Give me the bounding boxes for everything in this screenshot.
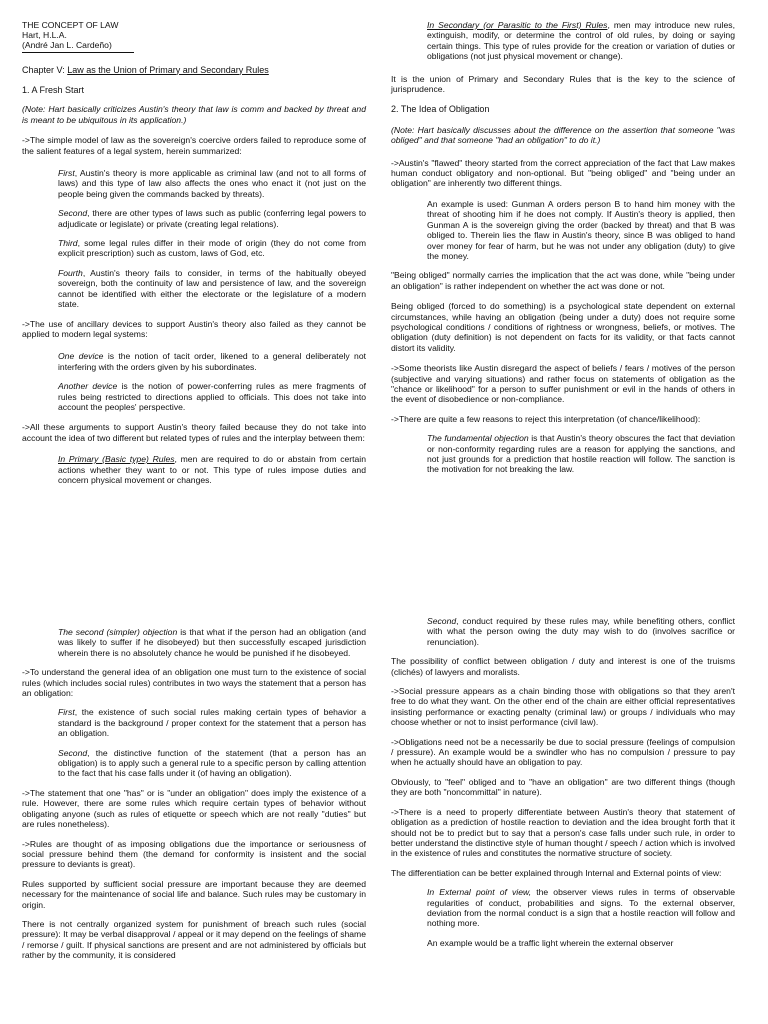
list-item-simpler-objection (22, 627, 366, 658)
paragraph: The differentiation can be better explained through Internal and External points of view: (391, 867, 722, 878)
chapter-heading (22, 65, 366, 75)
item-text: , Austin's theory fails to consider, in terms of the habitually obeyed sovereign, both the continuity of law and persistence of law, and the sovereign cannot be identified with either the electorate or the legislature of a modern state. (58, 267, 366, 310)
item-text: , the existence of such social rules making certain types of behavior a standard is the background / proper context for the statement that a person has an obligation. (58, 707, 366, 739)
document-title: THE CONCEPT OF LAW (22, 20, 119, 30)
example-traffic-light: An example would be a traffic light wherein the external observer (427, 937, 674, 948)
item-lead: In External point of view, (427, 887, 532, 898)
document-annotator: (André Jan L. Cardeño) (22, 40, 112, 51)
item-lead: One device (58, 351, 104, 362)
item-text: is that Austin's theory obscures the fact that deviation or non-conformity regarding rules are a reason for applying the sanctions, and not just grounds for a prediction that hostile reaction will follow. The sanction is the motivation for not breaking the law. (427, 433, 735, 475)
paragraph: ->There is a need to properly differentiate between Austin's theory that statement of obligation as a prediction of hostile reaction to deviation and the idea brought forth that it should not be to predict but to say that a person's case falls under such rule, in order to better understand the distinctive style of human thought / speech / action which is involved in the existence of rules and constitutes the normative structure of society. (391, 806, 735, 859)
item-lead: The fundamental objection (427, 433, 529, 444)
chapter-prefix: Chapter V: (22, 64, 68, 75)
paragraph: There is not centrally organized system for punishment of breach such rules (social pressure): It may be verbal disapproval / appeal or it may depend on the feelings of shame / remorse / guilt. If physical sanctions are present and are not administered by officials but rather by the community, it is considered (22, 918, 366, 961)
paragraph: ->Austin's "flawed" theory started from the correct appreciation of the fact that Law makes human conduct obligatory and non-optional. But "being obliged" and "being under an obligation" are inherently two different things. (391, 157, 735, 189)
note-paragraph: (Note: Hart basically criticizes Austin's theory that law is comm and backed by threat and is meant to be ubiquitous in its application.) (22, 104, 366, 125)
paragraph: Rules supported by sufficient social pressure are important because they are deemed necessary for the maintenance of social life and balance. Such rules may be customary in origin. (22, 878, 366, 910)
item-text: , the distinctive function of the statement (that a person has an obligation) is to apply such a general rule to a specific person by calling attention to the fact that his case falls under it (of having an obligation). (58, 747, 366, 779)
list-item-external-view (391, 887, 735, 929)
item-lead: Second (58, 208, 88, 219)
item-text: , Austin's theory is more applicable as criminal law (and not to all forms of laws) and this type of law also affects the ones who enact it (not just on the people being given the commands backed by threats). (58, 168, 366, 199)
right-column-top (391, 20, 735, 475)
left-column-top (22, 20, 366, 485)
item-text: is the notion of power-conferring rules as mere fragments of rules being restricted to directions applied to officials. This does not take into account the peoples' perspective. (58, 381, 366, 412)
paragraph: ->The statement that one "has" or is "under an obligation" does imply the existence of a rule. However, there are some rules which require certain types of behavior without obligating anyone (such as rules of etiquette or speech which are not really "duties" but are rules nonetheless). (22, 787, 366, 830)
paragraph: The possibility of conflict between obligation / duty and interest is one of the truisms (clichés) of lawyers and moralists. (391, 656, 735, 677)
list-item-secondary-rules (391, 20, 735, 62)
item-lead: Second (58, 747, 88, 758)
example-gunman: An example is used: Gunman A orders person B to hand him money with the threat of shooting him if he does not comply. If Austin's theory is applied, then Gunman A is the sovereign giving the order (backed by threat) and that B was obliged to. Therein lies the flaw in Austin's theory, since B was obliged to hand over money for fear of harm, but he was not under any obligation (duty) to give the money. (427, 198, 735, 261)
paragraph: It is the union of Primary and Secondary Rules that is the key to the science of jurisprudence. (391, 73, 735, 95)
paragraph: ->The simple model of law as the sovereign's coercive orders failed to reproduce some of the salient features of a legal system, herein summarized: (22, 135, 366, 156)
list-item-device-one (22, 351, 366, 372)
section-heading-obligation: 2. The Idea of Obligation (391, 104, 490, 115)
item-lead: In Secondary (or Parasitic to the First) Rules (427, 20, 608, 30)
list-item-first (22, 707, 366, 738)
paragraph: ->All these arguments to support Austin's theory failed because they do not take into account the idea of two different but related types of rules and the interplay between them: (22, 422, 366, 443)
list-item-primary-rules (22, 454, 366, 485)
item-lead: The second (simpler) objection (58, 627, 178, 637)
left-column-bottom (22, 627, 366, 961)
item-text: is the notion of tacit order, likened to a general deliberately not interfering with the orders given by his subordinates. (58, 351, 366, 372)
paragraph: ->Rules are thought of as imposing obligations due the importance or seriousness of social pressure behind them (the demand for conformity is insistent and the social pressure to deviants is great). (22, 838, 366, 870)
list-item-second (22, 208, 366, 229)
paragraph: "Being obliged" normally carries the implication that the act was done, while "being under an obligation" is rather independent on whether the act was done or not. (391, 270, 735, 291)
list-item-second (391, 616, 735, 647)
header-rule (22, 52, 134, 53)
item-text: , conduct required by these rules may, while benefiting others, conflict with what the person owing the duty may wish to do (involves sacrifice or renunciation). (427, 616, 735, 647)
item-lead: Second (427, 616, 457, 626)
note-paragraph: (Note: Hart basically discusses about the difference on the assertion that someone "was obliged" and that someone "had an obligation" to do it.) (391, 124, 735, 146)
right-column-bottom (391, 616, 735, 948)
paragraph: ->Some theorists like Austin disregard the aspect of beliefs / fears / motives of the person (subjective and varying situations) and rather focus on statements of obligation as the "chance or likelihood" for a person to suffer punishment or evil in the hands of others in the event of disobedience or non-compliance. (391, 363, 735, 405)
paragraph: ->Obligations need not be a necessarily be due to social pressure (feelings of compulsion / pressure). An example would be a swindler who has no compulsion / pressure to pay when he actually should have an obligation to pay. (391, 736, 735, 768)
paragraph: Being obliged (forced to do something) is a psychological state dependent on external circumstances, while having an obligation (being under a duty) does not require some psychological conditions / conditions of rightness or wrongness, beliefs, or motives. The obligation (duty definition) is not dependent on facts for its validity, or that facts cannot distort its validity. (391, 301, 735, 353)
item-lead: Fourth (58, 267, 83, 278)
list-item-device-two (22, 381, 366, 412)
item-text: , men may introduce new rules, extinguish, modify, or determine the control of old rules, by doing or saying certain things. This type of rules provide for the creation or variation of duties or obligations (not just physical movement or change). (427, 20, 735, 62)
list-item-fourth (22, 268, 366, 310)
item-text: , there are other types of laws such as public (conferring legal powers to adjudicate or legislate) or private (creating legal relations). (58, 208, 366, 229)
item-lead: In Primary (Basic type) Rules (58, 454, 175, 465)
item-text: is that what if the person had an obligation (and was likely to suffer if he disobeyed) but then successfully escaped jurisdiction wherein there is no absolutely chance he would be punished if he disobeyed. (58, 627, 366, 658)
item-lead: First (58, 707, 75, 718)
paragraph: ->Social pressure appears as a chain binding those with obligations so that they aren't free to do what they want. On the other end of the chain are either official representatives insisting performance or exacting penalty (criminal law) or groups / individuals who may choose whether or not to insist performance (civil law). (391, 686, 735, 728)
item-lead: Third (58, 238, 78, 249)
list-item-fundamental-objection (391, 433, 735, 475)
item-lead: First (58, 168, 75, 179)
list-item-third (22, 238, 366, 259)
chapter-title: Law as the Union of Primary and Secondary Rules (67, 64, 269, 75)
item-text: , men are required to do or abstain from certain actions whether they want to or not. This type of rules impose duties and concern physical movement or changes. (58, 454, 366, 485)
item-lead: Another device (58, 381, 118, 392)
list-item-first (22, 168, 366, 199)
item-text: , some legal rules differ in their mode of origin (they do not come from explicit prescription) such as custom, laws of God, etc. (58, 238, 366, 259)
paragraph: Obviously, to "feel" obliged and to "have an obligation" are two different things (though they are both "noncommittal" in nature). (391, 776, 735, 798)
paragraph: ->There are quite a few reasons to reject this interpretation (of chance/likelihood): (391, 413, 701, 424)
paragraph: ->To understand the general idea of an obligation one must turn to the existence of social rules (which includes social rules) contributes in two ways the statement that a person has an obligation: (22, 667, 366, 699)
section-heading-fresh-start: 1. A Fresh Start (22, 85, 85, 96)
document-author: Hart, H.L.A. (22, 30, 67, 41)
list-item-second (22, 748, 366, 779)
paragraph: ->The use of ancillary devices to support Austin's theory also failed as they cannot be applied to modern legal systems: (22, 318, 366, 339)
item-text: the observer views rules in terms of observable regularities of conduct, probabilities and signs. To the external observer, deviation from the normal conduct is a sign that a hostile reaction will follow and nothing more. (427, 887, 735, 929)
